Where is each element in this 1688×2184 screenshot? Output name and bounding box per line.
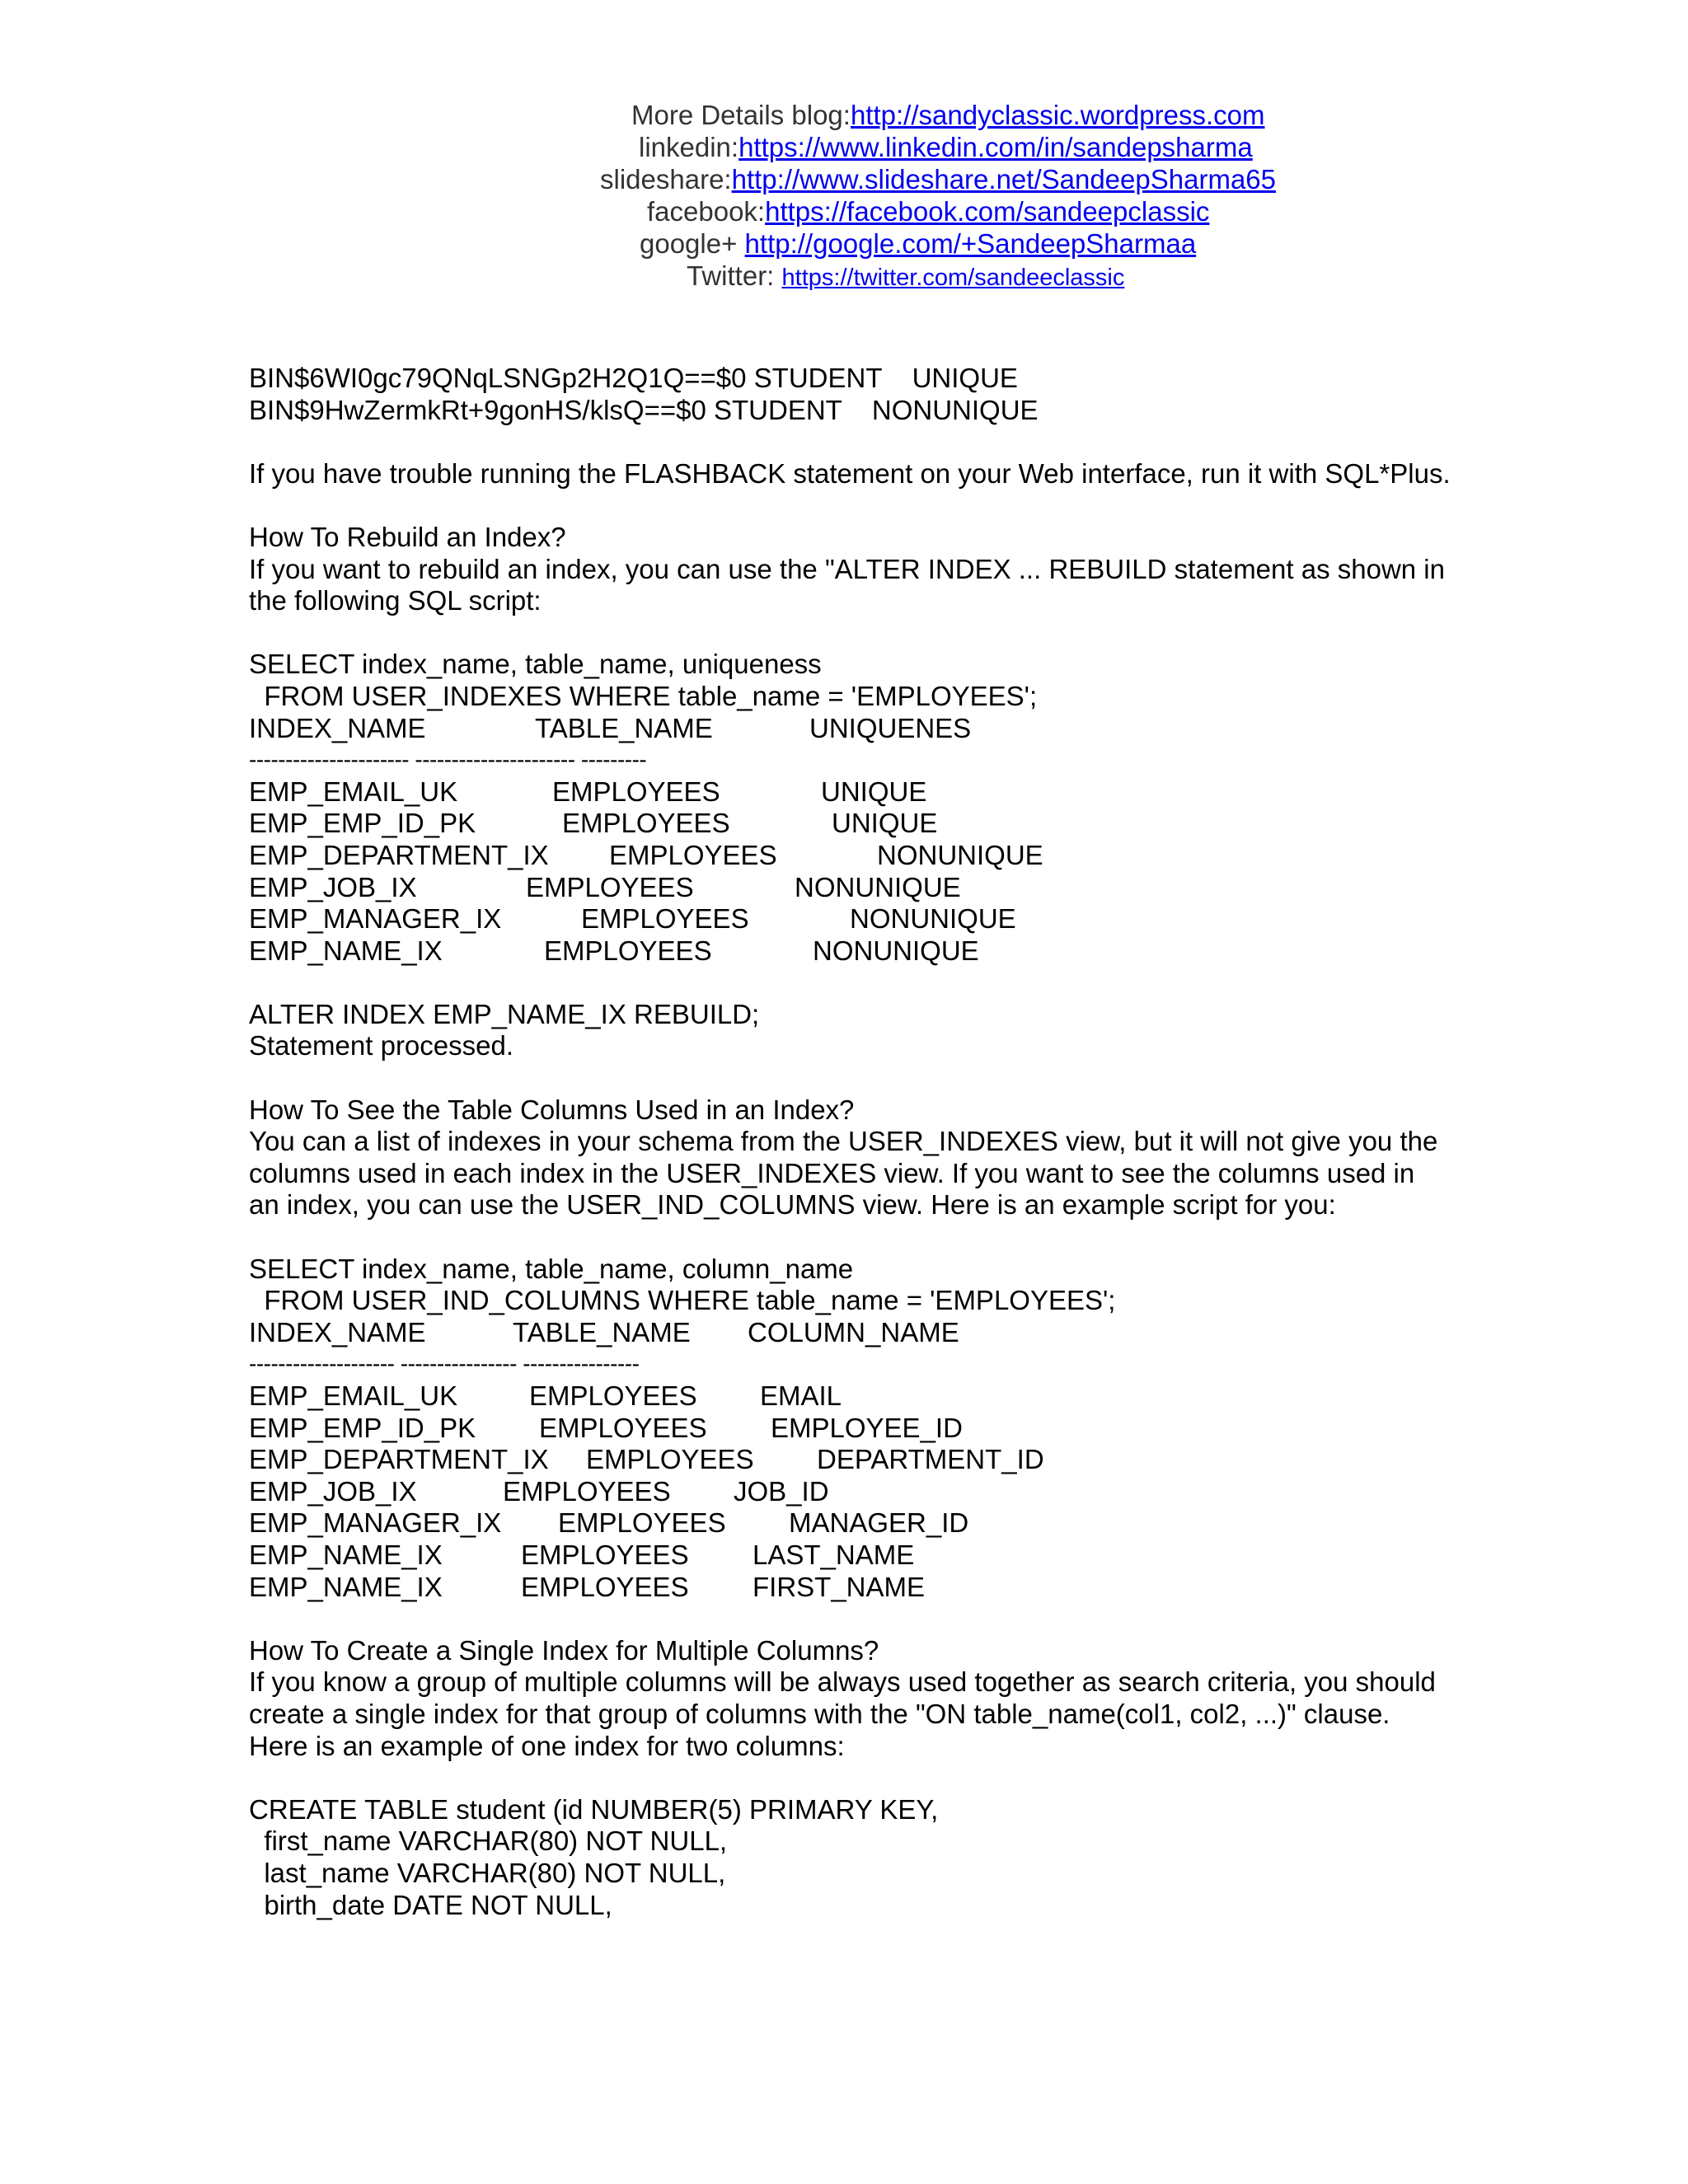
cell-uniqueness: NONUNIQUE — [877, 839, 1043, 870]
table-separator-row — [249, 1348, 1452, 1380]
google-line — [640, 227, 1196, 260]
rebuild-result-table — [249, 713, 1452, 968]
rebuild-sql-line: SELECT index_name, table_name, uniqueness — [249, 649, 822, 680]
cell-table-name: EMPLOYEES — [552, 776, 720, 807]
cell-index-name: EMP_DEPARTMENT_IX — [249, 1444, 549, 1475]
table-row — [249, 1476, 1452, 1508]
cell-uniqueness: NONUNIQUE — [850, 903, 1016, 935]
cell-column-name: EMPLOYEE_ID — [771, 1412, 963, 1443]
cell-index-name: EMP_EMP_ID_PK — [249, 1412, 476, 1443]
column-header: UNIQUENES — [809, 712, 972, 743]
multi-heading: How To Create a Single Index for Multiple Columns? — [249, 1634, 879, 1666]
dash-separator: ---------------------- ---------------------- --------- — [249, 747, 647, 773]
code-line: birth_date DATE NOT NULL, — [249, 1889, 612, 1920]
table-row — [249, 1444, 1452, 1476]
twitter-line — [687, 260, 1124, 294]
cell-column-name: DEPARTMENT_ID — [817, 1444, 1044, 1475]
cell-table-name: EMPLOYEES — [526, 871, 694, 902]
cell-table-name: EMPLOYEES — [562, 808, 730, 839]
cell-index-name: EMP_NAME_IX — [249, 1571, 443, 1602]
facebook-line — [647, 195, 1209, 227]
table-row — [249, 840, 1452, 872]
cell-uniqueness: UNIQUE — [832, 808, 938, 839]
table-row — [249, 776, 1452, 808]
table-row — [249, 1413, 1452, 1445]
column-header: TABLE_NAME — [535, 712, 713, 743]
table-row — [249, 1572, 1452, 1604]
column-header: INDEX_NAME — [249, 712, 426, 743]
cell-table-name: EMPLOYEES — [529, 1380, 697, 1411]
cell-column-name: MANAGER_ID — [789, 1507, 969, 1539]
dash-separator: -------------------- ---------------- ---------------- — [249, 1351, 640, 1377]
cell-table-name: EMPLOYEES — [503, 1475, 671, 1507]
blog-label: More Details blog: — [631, 100, 851, 130]
table-header-row — [249, 1317, 1452, 1349]
multi-intro: If you know a group of multiple columns will be always used together as search criteria, you should create a single index for that group of columns with the "ON table_name(col1, col2, ...)" clause. Here is an example of one index for two columns: — [249, 1666, 1436, 1761]
cell-table-name: EMPLOYEES — [558, 1507, 726, 1539]
cell-table-name: EMPLOYEES — [586, 1444, 754, 1475]
cell-table-name: EMPLOYEES — [581, 903, 749, 935]
table-row — [249, 935, 1452, 968]
columns-sql-line: FROM USER_IND_COLUMNS WHERE table_name = 'EMPLOYEES'; — [249, 1285, 1116, 1316]
slideshare-link[interactable]: http://www.slideshare.net/SandeepSharma65 — [731, 164, 1276, 194]
google-link[interactable]: http://google.com/+SandeepSharmaa — [744, 228, 1197, 259]
columns-intro: You can a list of indexes in your schema from the USER_INDEXES view, but it will not give you the columns used in each index in the USER_INDEXES view. If you want to see the columns used in an index, you can use the USER_IND_COLUMNS view. Here is an example script for you: — [249, 1126, 1438, 1221]
linkedin-line — [639, 131, 1253, 163]
table-row — [249, 1507, 1452, 1540]
cell-index-name: EMP_JOB_IX — [249, 1475, 417, 1507]
cell-uniqueness: UNIQUE — [821, 776, 927, 807]
cell-table-name: EMPLOYEES — [544, 935, 712, 966]
columns-result-table — [249, 1317, 1452, 1603]
cell-table-name: EMPLOYEES — [609, 839, 777, 870]
cell-index-name: EMP_EMP_ID_PK — [249, 808, 476, 839]
table-header-row — [249, 713, 1452, 745]
cell-index-name: EMP_EMAIL_UK — [249, 1380, 458, 1411]
table-row — [249, 1380, 1452, 1413]
bin-line: BIN$6WI0gc79QNqLSNGp2H2Q1Q==$0 STUDENT UNIQUE — [249, 363, 1018, 393]
facebook-label: facebook: — [647, 196, 766, 227]
column-header: COLUMN_NAME — [748, 1316, 959, 1347]
cell-table-name: EMPLOYEES — [521, 1571, 689, 1602]
columns-heading: How To See the Table Columns Used in an Index? — [249, 1094, 855, 1125]
cell-column-name: JOB_ID — [734, 1475, 829, 1507]
table-row — [249, 872, 1452, 904]
table-row — [249, 1540, 1452, 1572]
twitter-label: Twitter: — [687, 260, 782, 291]
blog-line — [631, 99, 1264, 131]
twitter-link[interactable]: https://twitter.com/sandeeclassic — [781, 265, 1125, 291]
cell-index-name: EMP_MANAGER_IX — [249, 1507, 502, 1539]
bin-line: BIN$9HwZermkRt+9gonHS/klsQ==$0 STUDENT NONUNIQUE — [249, 394, 1039, 425]
table-row — [249, 808, 1452, 840]
cell-index-name: EMP_NAME_IX — [249, 935, 443, 966]
code-line: last_name VARCHAR(80) NOT NULL, — [249, 1857, 726, 1888]
rebuild-sql-line: FROM USER_INDEXES WHERE table_name = 'EMPLOYEES'; — [249, 680, 1038, 711]
table-row — [249, 903, 1452, 935]
cell-uniqueness: NONUNIQUE — [795, 871, 961, 902]
linkedin-label: linkedin: — [639, 132, 739, 162]
document-body — [249, 363, 1452, 1921]
code-line: CREATE TABLE student (id NUMBER(5) PRIMARY KEY, — [249, 1793, 939, 1825]
alter-statement: ALTER INDEX EMP_NAME_IX REBUILD; — [249, 998, 760, 1029]
cell-column-name: FIRST_NAME — [753, 1571, 926, 1602]
google-label: google+ — [640, 228, 745, 259]
slideshare-label: slideshare: — [600, 164, 732, 194]
cell-column-name: LAST_NAME — [753, 1539, 915, 1570]
cell-index-name: EMP_JOB_IX — [249, 871, 417, 902]
linkedin-link[interactable]: https://www.linkedin.com/in/sandepsharma — [738, 132, 1253, 162]
slideshare-line — [600, 163, 1276, 195]
cell-table-name: EMPLOYEES — [521, 1539, 689, 1570]
cell-index-name: EMP_DEPARTMENT_IX — [249, 839, 549, 870]
facebook-link[interactable]: https://facebook.com/sandeepclassic — [765, 196, 1210, 227]
rebuild-heading: How To Rebuild an Index? — [249, 521, 566, 552]
code-line: first_name VARCHAR(80) NOT NULL, — [249, 1825, 728, 1857]
cell-index-name: EMP_MANAGER_IX — [249, 903, 502, 935]
cell-uniqueness: NONUNIQUE — [813, 935, 979, 966]
cell-table-name: EMPLOYEES — [539, 1412, 707, 1443]
cell-index-name: EMP_EMAIL_UK — [249, 776, 458, 807]
columns-sql-line: SELECT index_name, table_name, column_name — [249, 1253, 854, 1284]
cell-column-name: EMAIL — [760, 1380, 842, 1411]
statement-result: Statement processed. — [249, 1030, 514, 1062]
cell-index-name: EMP_NAME_IX — [249, 1539, 443, 1570]
table-separator-row — [249, 744, 1452, 776]
blog-link[interactable]: http://sandyclassic.wordpress.com — [850, 100, 1265, 130]
column-header: INDEX_NAME — [249, 1316, 426, 1347]
rebuild-intro: If you want to rebuild an index, you can use the "ALTER INDEX ... REBUILD statement as shown in the following SQL script: — [249, 553, 1445, 616]
column-header: TABLE_NAME — [513, 1316, 691, 1347]
flashback-note: If you have trouble running the FLASHBACK statement on your Web interface, run it with SQL*Plus. — [249, 457, 1451, 489]
